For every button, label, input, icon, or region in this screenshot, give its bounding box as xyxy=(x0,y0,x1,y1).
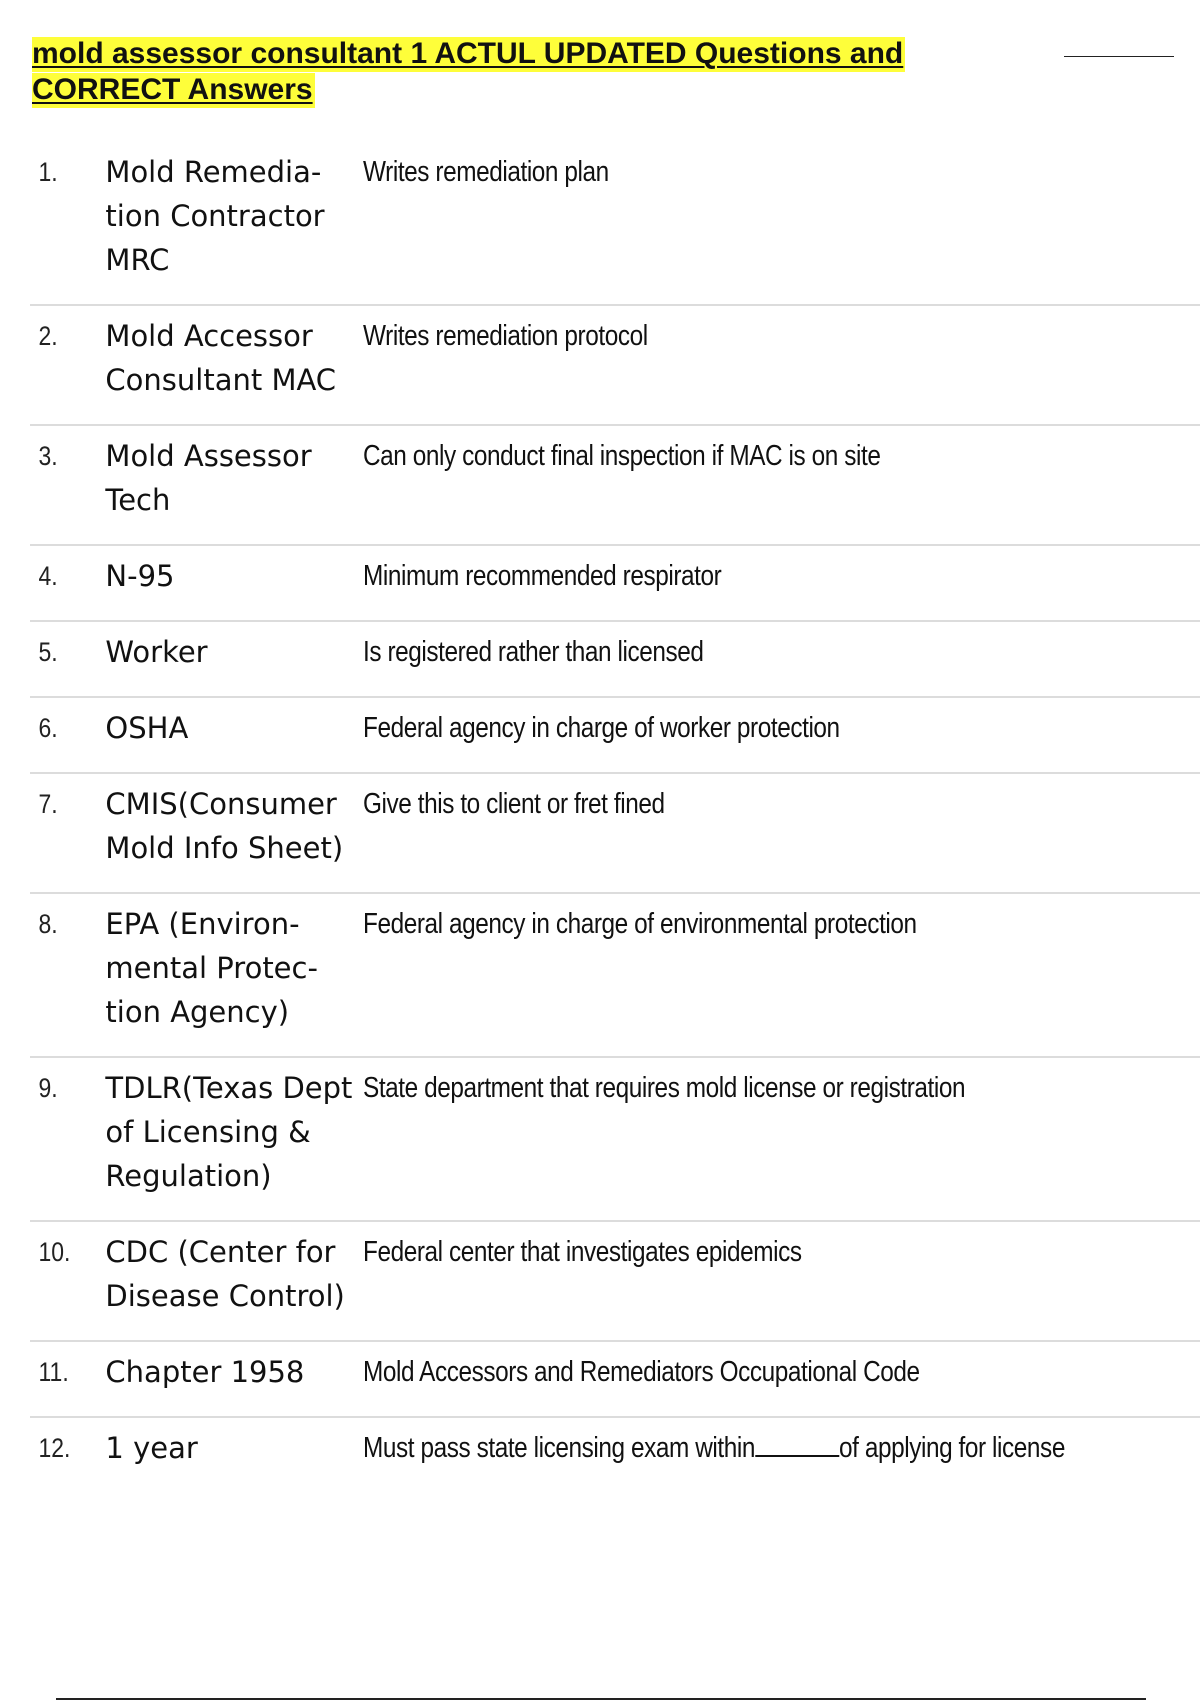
qa-row xyxy=(30,150,1200,305)
item-number: 5. xyxy=(38,637,58,667)
item-number: 8. xyxy=(38,909,58,939)
item-number: 11. xyxy=(38,1357,69,1387)
qa-row xyxy=(30,621,1200,697)
item-number: 4. xyxy=(38,561,58,591)
item-definition-text: Writes remediation plan xyxy=(363,156,610,188)
item-definition-text: Federal agency in charge of environmental protection xyxy=(363,908,918,940)
qa-row xyxy=(30,697,1200,773)
item-number: 3. xyxy=(38,441,58,471)
item-term: CDC (Center for Disease Control) xyxy=(105,1235,345,1313)
item-number: 2. xyxy=(38,321,58,351)
item-definition xyxy=(362,1221,1200,1341)
title-block xyxy=(32,36,1144,108)
qa-table xyxy=(30,150,1200,1492)
item-definition xyxy=(362,305,1200,425)
item-term: Worker xyxy=(105,635,208,669)
item-definition xyxy=(362,1057,1200,1221)
item-definition xyxy=(362,1417,1200,1492)
definition-before-blank: Must pass state licensing exam within xyxy=(363,1432,756,1464)
qa-row xyxy=(30,545,1200,621)
item-definition xyxy=(362,1341,1200,1417)
qa-row xyxy=(30,1057,1200,1221)
item-definition-text xyxy=(363,1426,1065,1470)
fill-in-blank xyxy=(755,1433,839,1457)
qa-row xyxy=(30,1341,1200,1417)
item-number: 10. xyxy=(38,1237,71,1267)
item-number: 12. xyxy=(38,1433,71,1463)
item-term: 1 year xyxy=(105,1431,198,1465)
item-definition xyxy=(362,773,1200,893)
item-term: OSHA xyxy=(105,711,189,745)
item-definition-text: Is registered rather than licensed xyxy=(363,636,704,668)
item-definition-text: Federal agency in charge of worker protection xyxy=(363,712,841,744)
item-term: CMIS(Consumer Mold Info Sheet) xyxy=(105,787,344,865)
item-term: Mold Accessor Consultant MAC xyxy=(105,319,337,397)
item-definition xyxy=(362,425,1200,545)
item-definition xyxy=(362,697,1200,773)
item-number: 6. xyxy=(38,713,58,743)
item-number: 9. xyxy=(38,1073,58,1103)
item-definition-text: Can only conduct final inspection if MAC is on site xyxy=(363,440,881,472)
item-term: Chapter 1958 xyxy=(105,1355,305,1389)
item-number: 7. xyxy=(38,789,58,819)
item-definition-text: Minimum recommended respirator xyxy=(363,560,722,592)
item-definition xyxy=(362,893,1200,1057)
item-term: TDLR(Texas Dept of Licensing & Regulation) xyxy=(105,1071,353,1193)
definition-after-blank: of applying for license xyxy=(839,1432,1066,1464)
item-definition-text: Give this to client or fret fined xyxy=(363,788,665,820)
title-rule xyxy=(1064,56,1174,57)
qa-row xyxy=(30,425,1200,545)
item-term: Mold Assessor Tech xyxy=(105,439,312,517)
item-term: Mold Remedia-tion Contractor MRC xyxy=(105,155,325,277)
item-number: 1. xyxy=(38,157,58,187)
item-definition xyxy=(362,545,1200,621)
qa-row xyxy=(30,1417,1200,1492)
item-term: N-95 xyxy=(105,559,175,593)
qa-row xyxy=(30,893,1200,1057)
item-definition-text: Federal center that investigates epidemics xyxy=(363,1236,803,1268)
qa-row xyxy=(30,1221,1200,1341)
qa-row xyxy=(30,305,1200,425)
qa-row xyxy=(30,773,1200,893)
document-title xyxy=(32,36,1032,108)
item-term: EPA (Environ-mental Protec-tion Agency) xyxy=(105,907,318,1029)
item-definition-text: State department that requires mold license or registration xyxy=(363,1072,966,1104)
item-definition xyxy=(362,621,1200,697)
item-definition-text: Mold Accessors and Remediators Occupational Code xyxy=(363,1356,921,1388)
item-definition-text: Writes remediation protocol xyxy=(363,320,649,352)
document-title-text: mold assessor consultant 1 ACTUL UPDATED Questions and CORRECT Answers xyxy=(32,37,904,106)
item-definition xyxy=(362,150,1200,305)
